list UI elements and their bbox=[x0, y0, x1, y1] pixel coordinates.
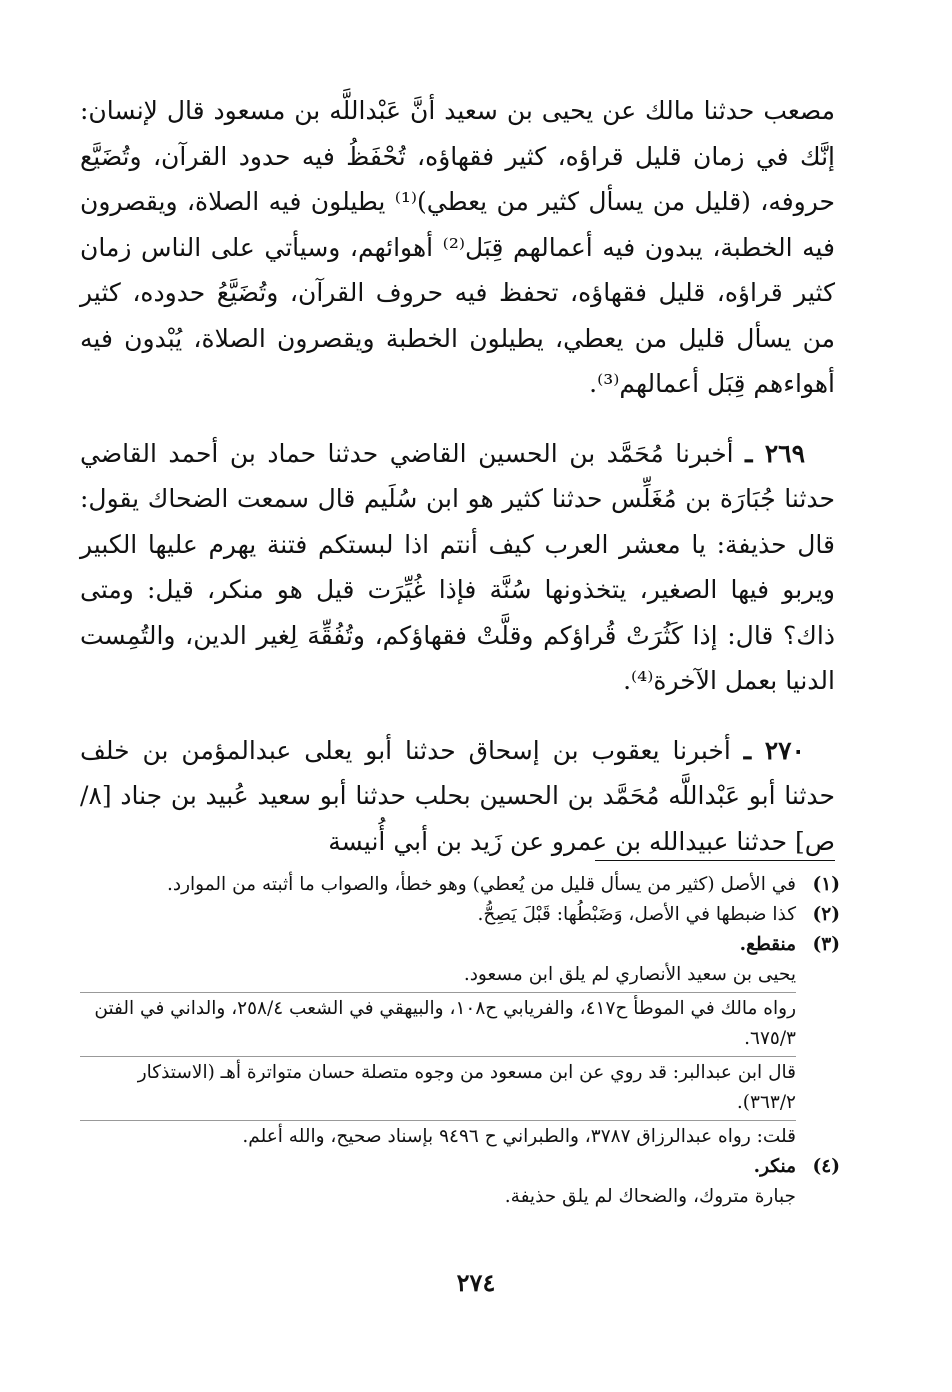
footnote-line: يحيى بن سعيد الأنصاري لم يلق ابن مسعود. bbox=[463, 964, 796, 985]
footnote-divider bbox=[595, 860, 835, 861]
footnote-number: (٢) bbox=[812, 904, 840, 925]
footnote-1 bbox=[80, 870, 840, 900]
footnote-line: جبارة متروك، والضحاك لم يلق حذيفة. bbox=[504, 1186, 796, 1207]
hadith-270 bbox=[80, 728, 835, 865]
footnote-number: (٤) bbox=[812, 1156, 840, 1177]
main-text bbox=[80, 88, 835, 864]
footnote-line: رواه مالك في الموطأ ح٤١٧، والفريابي ح١٠٨، والبيهقي في الشعب ٢٥٨/٤، والداني في الفتن ٦٧٥/٣. bbox=[80, 992, 796, 1054]
footnote-4 bbox=[80, 1152, 840, 1212]
hadith-text: أخبرنا يعقوب بن إسحاق حدثنا أبو يعلى عبدالمؤمن بن خلف حدثنا أبو عَبْداللَّه مُحَمَّد بن الحسين بحلب حدثنا أبو سعيد عُبيد بن جناد [٨/ص] حدثنا عبيدالله بن عمرو عن زَيد بن أبي أُنيسة bbox=[80, 735, 835, 856]
footnote-number: (٣) bbox=[812, 934, 840, 955]
footnote-2 bbox=[80, 900, 840, 930]
footnote-line: قال ابن عبدالبر: قد روي عن ابن مسعود من وجوه متصلة حسان متواترة أهـ (الاستذكار ٣٦٣/٢). bbox=[80, 1056, 796, 1118]
page-number: ٢٧٤ bbox=[456, 1268, 496, 1297]
paragraph-continuation bbox=[80, 88, 835, 407]
hadith-number: ٢٦٩ ـ bbox=[745, 438, 806, 468]
footnote-3 bbox=[80, 930, 840, 1152]
hadith-number: ٢٧٠ ـ bbox=[743, 735, 805, 765]
footnote-text: في الأصل (كثير من يسأل قليل من يُعطي) وهو خطأ، والصواب ما أثبته من الموارد. bbox=[166, 874, 796, 895]
hadith-269 bbox=[80, 431, 835, 704]
footnotes bbox=[80, 870, 840, 1212]
paragraph-text: مصعب حدثنا مالك عن يحيى بن سعيد أنَّ عَبْداللَّه بن مسعود قال لإنسان: إنَّك في زمان قليل قراؤه، كثير فقهاؤه، تُحْفَظُ فيه حدود القرآن، وتُضَيَّع حروفه، (قليل من يسأل كثير من يعطي)⁽¹⁾ يطيلون فيه الصلاة، ويقصرون فيه الخطبة، يبدون فيه أعمالهم قِبَل⁽²⁾ أهوائهم، وسيأتي على الناس زمان كثير قراؤه، قليل فقهاؤه، تحفظ فيه حروف القرآن، وتُضَيَّعُ حدوده، كثير من يسأل قليل من يعطي، يطيلون الخطبة ويقصرون الصلاة، يُبْدون فيه أهواءهم قِبَل أعمالهم⁽³⁾. bbox=[80, 96, 835, 398]
footnote-line: قلت: رواه عبدالرزاق ٣٧٨٧، والطبراني ح ٩٤٩٦ بإسناد صحيح، والله أعلم. bbox=[80, 1120, 796, 1152]
footnote-number: (١) bbox=[812, 874, 840, 895]
hadith-text: أخبرنا مُحَمَّد بن الحسين القاضي حدثنا حماد بن أحمد القاضي حدثنا جُبَارَة بن مُغَلِّس حدثنا كثير هو ابن سُلَيم قال سمعت الضحاك يقول: قال حذيفة: يا معشر العرب كيف أنتم اذا لبستكم فتنة يهرم عليها الكبير ويربو فيها الصغير، يتخذونها سُنَّة فإذا غُيِّرَت قيل هو منكر، قيل: ومتى ذاك؟ قال: إذا كَثُرَتْ قُراؤكم وقلَّتْ فقهاؤكم، وتُفُقِّهَ لِغير الدين، والتُمِست الدنيا بعمل الآخرة⁽⁴⁾. bbox=[80, 438, 835, 695]
footnote-heading: منكر. bbox=[753, 1156, 796, 1177]
footnote-text: كذا ضبطها في الأصل، وَضَبْطُها: قَبْلَ يَصِحُّ. bbox=[477, 904, 796, 925]
footnote-heading: منقطع. bbox=[739, 934, 796, 955]
